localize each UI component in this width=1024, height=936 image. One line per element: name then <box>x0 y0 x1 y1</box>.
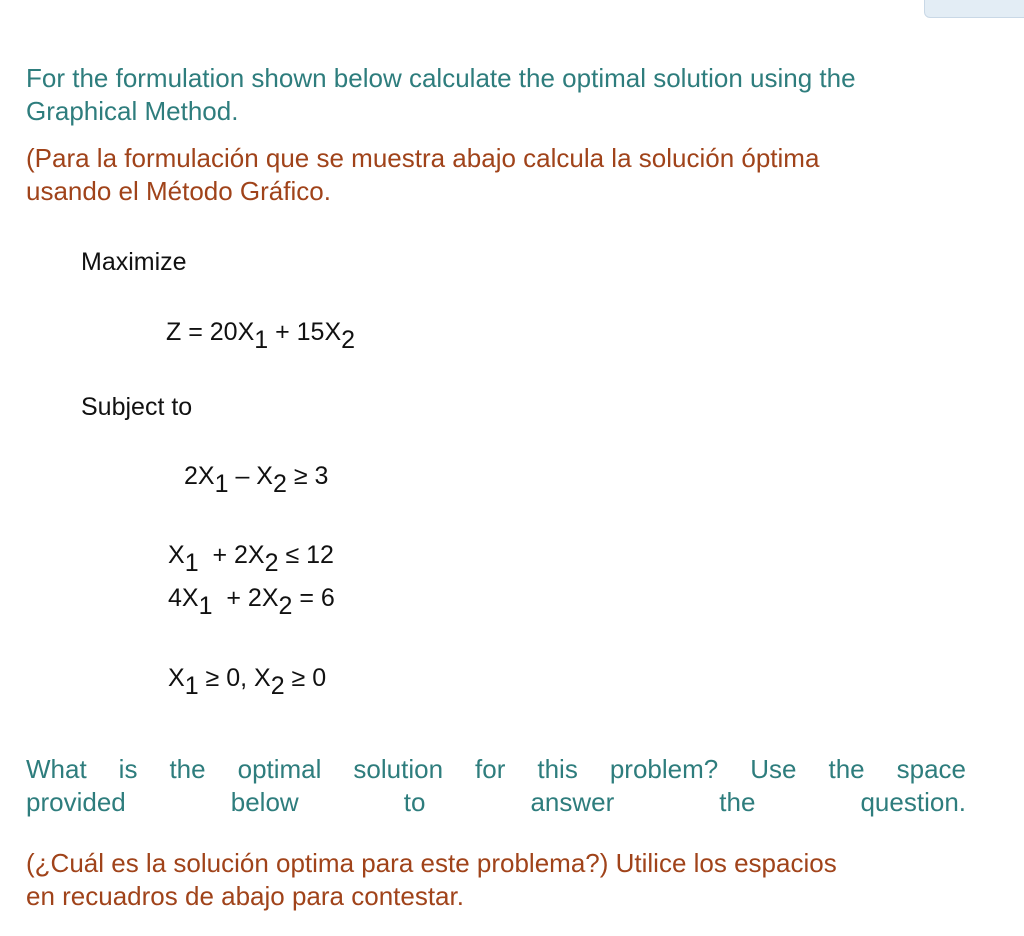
top-tab[interactable] <box>924 0 1024 18</box>
intro-spanish-line2: usando el Método Gráfico. <box>26 176 331 206</box>
constraint-3: $4X_1 + 2X_2 = 6$ <box>168 584 335 620</box>
question-english-line2: provided below to answer the question. <box>26 787 966 817</box>
intro-english <box>26 62 966 128</box>
question-english-line1: What is the optimal solution for this problem? Use the space <box>26 754 966 784</box>
intro-english-line2: Graphical Method. <box>26 96 239 126</box>
objective-label: Maximize <box>81 248 187 276</box>
question-spanish-line2: en recuadros de abajo para contestar. <box>26 881 464 911</box>
question-english <box>26 753 966 819</box>
question-spanish <box>26 847 966 913</box>
objective-function: $Z = 20X_1 + 15X_2$ <box>166 318 356 354</box>
constraint-2: $X_1 + 2X_2 \le 12$ <box>168 541 334 577</box>
non-negativity-constraint: $X_1 \ge 0$, $X_2 \ge 0$ <box>168 664 327 700</box>
intro-english-line1: For the formulation shown below calculate the optimal solution using the <box>26 63 856 93</box>
intro-spanish <box>26 142 966 208</box>
constraint-1: $2X_1 - X_2 \ge 3$ <box>184 462 329 498</box>
question-spanish-line1: (¿Cuál es la solución optima para este problema?) Utilice los espacios <box>26 848 837 878</box>
intro-spanish-line1: (Para la formulación que se muestra abajo calcula la solución óptima <box>26 143 820 173</box>
constraints-label: Subject to <box>81 393 193 421</box>
